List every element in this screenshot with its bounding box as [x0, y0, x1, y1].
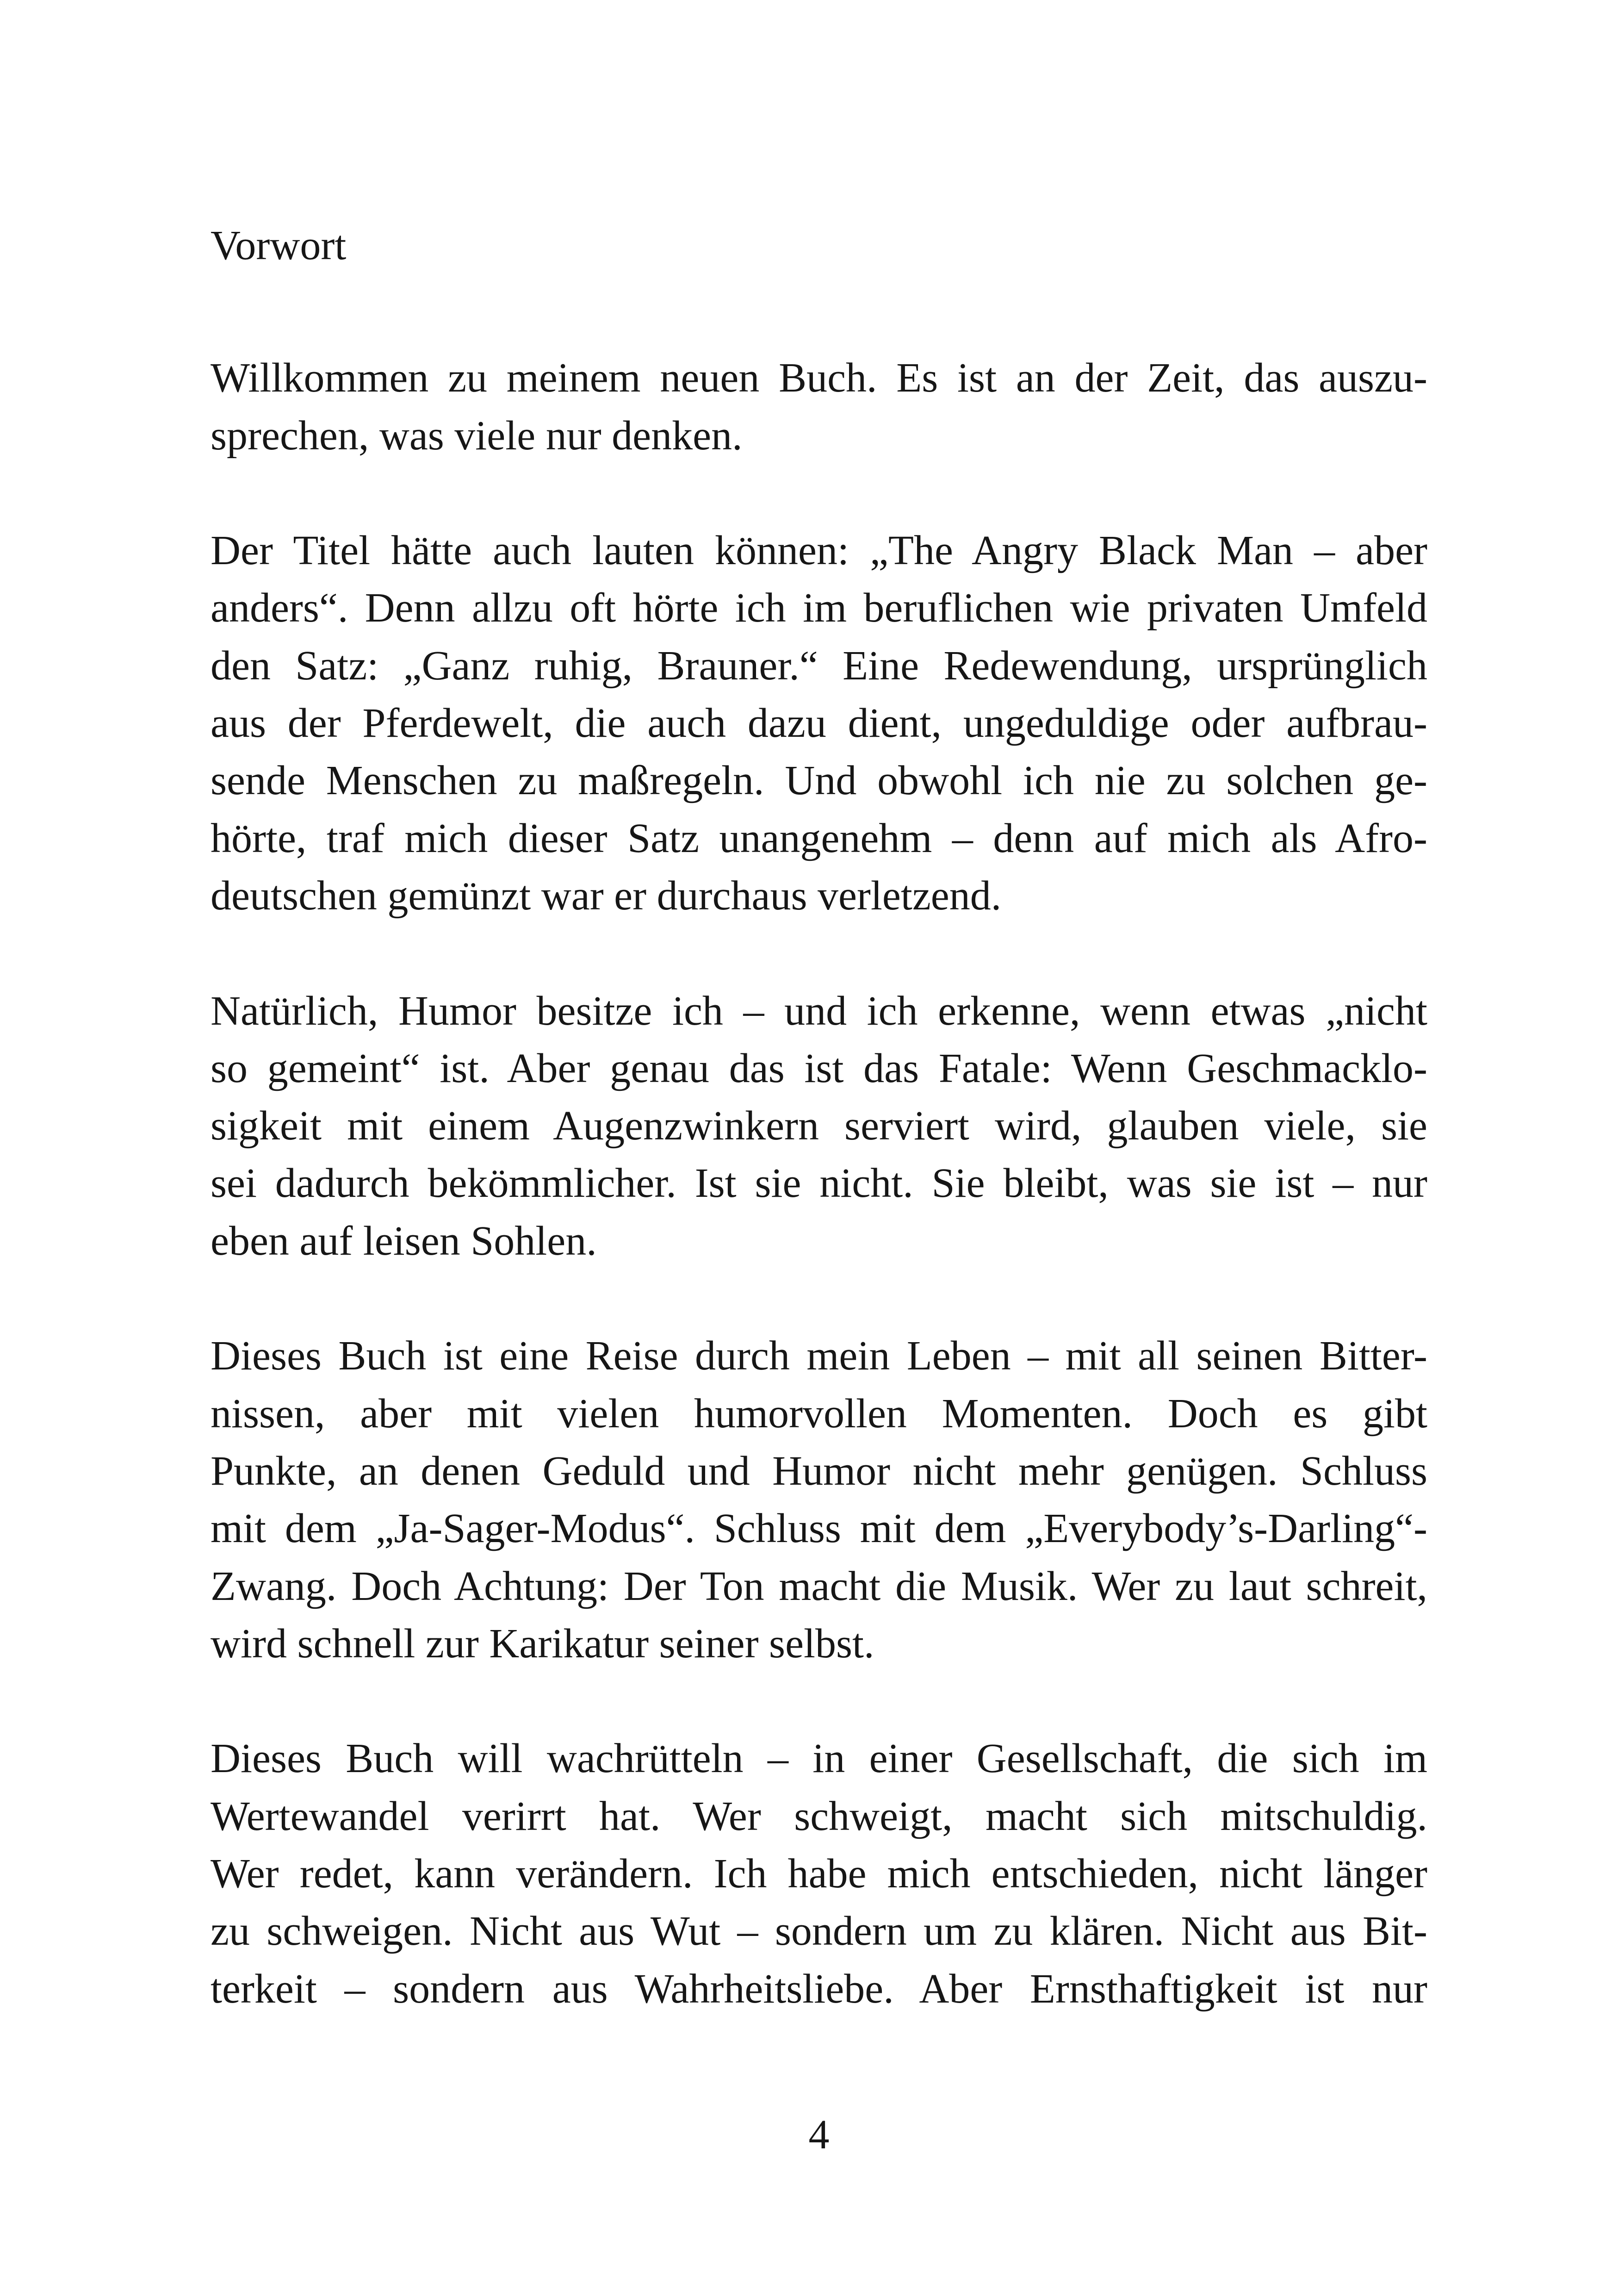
text-line: aus der Pferdewelt, die auch dazu dient, ungeduldige oder aufbrau-: [211, 700, 1427, 747]
text-line: mit dem „Ja-Sager-Modus“. Schluss mit dem „Everybody’s-Darling“-: [211, 1506, 1427, 1552]
text-line: zu schweigen. Nicht aus Wut – sondern um zu klären. Nicht aus Bit-: [211, 1908, 1427, 1954]
text-line: Natürlich, Humor besitze ich – und ich erkenne, wenn etwas „nicht: [211, 988, 1427, 1034]
paragraph: [211, 1730, 1427, 2017]
text-line: wird schnell zur Karikatur seiner selbst.: [211, 1620, 874, 1667]
paragraph: [211, 349, 1427, 465]
text-line: Der Titel hätte auch lauten können: „The Angry Black Man – aber: [211, 528, 1427, 574]
page-number: 4: [808, 2112, 830, 2158]
text-line: Dieses Buch ist eine Reise durch mein Leben – mit all seinen Bitter-: [211, 1333, 1427, 1379]
text-line: sei dadurch bekömmlicher. Ist sie nicht. Sie bleibt, was sie ist – nur: [211, 1160, 1427, 1207]
text-line: anders“. Denn allzu oft hörte ich im beruflichen wie privaten Umfeld: [211, 585, 1427, 631]
paragraph: [211, 983, 1427, 1270]
chapter-heading: Vorwort: [211, 223, 347, 268]
text-line: sende Menschen zu maßregeln. Und obwohl ich nie zu solchen ge-: [211, 758, 1427, 804]
text-line: deutschen gemünzt war er durchaus verletzend.: [211, 872, 1002, 919]
text-line: eben auf leisen Sohlen.: [211, 1218, 597, 1264]
text-line: den Satz: „Ganz ruhig, Brauner.“ Eine Redewendung, ursprünglich: [211, 642, 1427, 689]
text-line: Willkommen zu meinem neuen Buch. Es ist an der Zeit, das auszu-: [211, 355, 1427, 401]
text-line: Punkte, an denen Geduld und Humor nicht mehr genügen. Schluss: [211, 1448, 1427, 1494]
text-line: Zwang. Doch Achtung: Der Ton macht die Musik. Wer zu laut schreit,: [211, 1563, 1427, 1609]
body-text: [211, 217, 1427, 2075]
text-line: Wer redet, kann verändern. Ich habe mich entschieden, nicht länger: [211, 1851, 1427, 1897]
text-line: nissen, aber mit vielen humorvollen Momenten. Doch es gibt: [211, 1390, 1427, 1437]
text-line: sigkeit mit einem Augenzwinkern serviert wird, glauben viele, sie: [211, 1103, 1427, 1149]
text-line: hörte, traf mich dieser Satz unangenehm – denn auf mich als Afro-: [211, 815, 1427, 861]
text-line: sprechen, was viele nur denken.: [211, 412, 743, 459]
text-line: terkeit – sondern aus Wahrheitsliebe. Aber Ernsthaftigkeit ist nur: [211, 1966, 1427, 2012]
paragraph: [211, 522, 1427, 925]
text-line: Wertewandel verirrt hat. Wer schweigt, macht sich mitschuldig.: [211, 1793, 1427, 1839]
text-line: Dieses Buch will wachrütteln – in einer Gesellschaft, die sich im: [211, 1736, 1427, 1782]
paragraph: [211, 1327, 1427, 1673]
text-line: so gemeint“ ist. Aber genau das ist das Fatale: Wenn Geschmacklo-: [211, 1045, 1427, 1091]
